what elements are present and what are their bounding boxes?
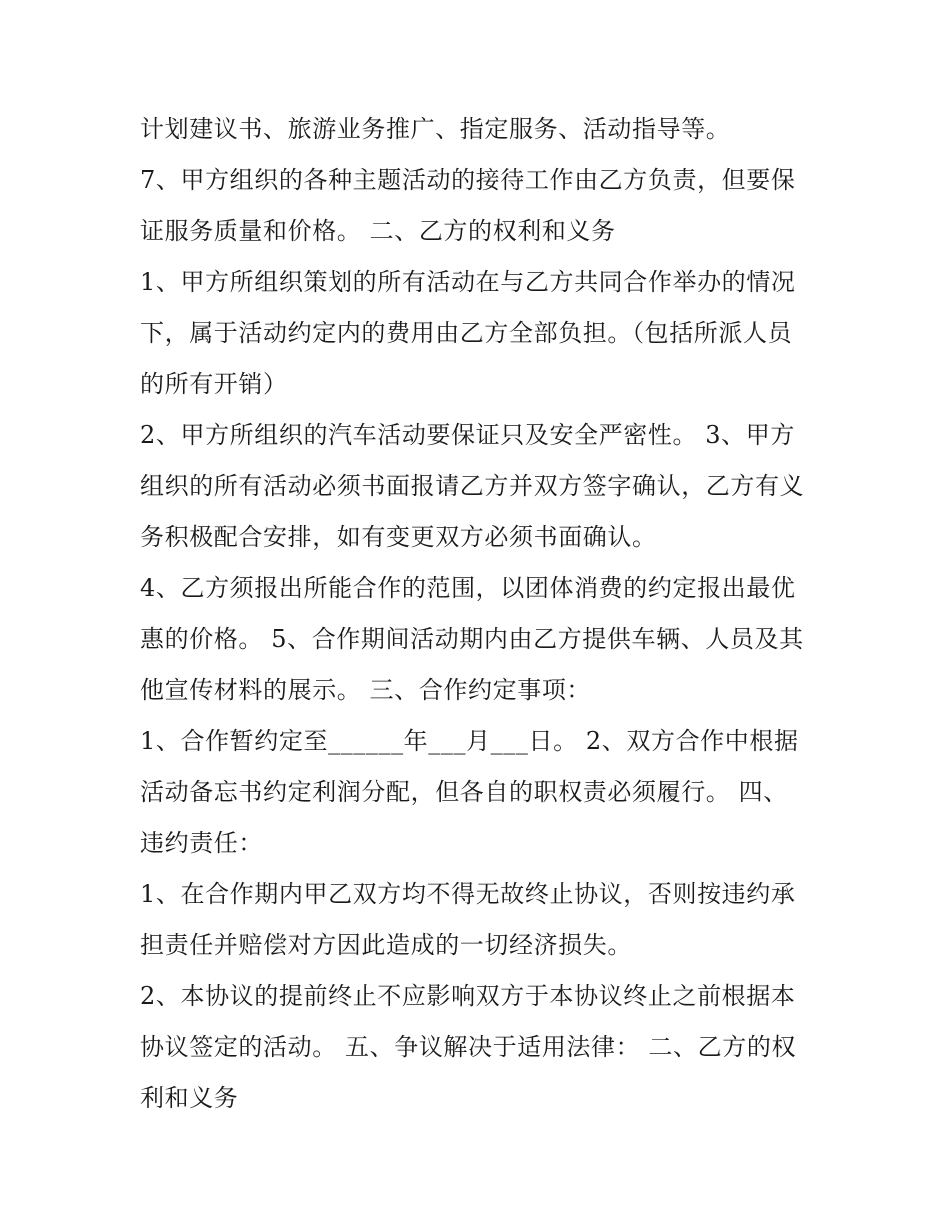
text-line: 违约责任：	[140, 829, 263, 857]
text-line: 下，属于活动约定内的费用由乙方全部负担。（包括所派人员	[140, 319, 793, 347]
text-line: 利和义务	[140, 1084, 239, 1112]
text-line: 的所有开销）	[140, 370, 288, 398]
text-line: 担责任并赔偿对方因此造成的一切经济损失。	[140, 931, 632, 959]
text-line: 7、甲方组织的各种主题活动的接待工作由乙方负责，但要保	[140, 166, 796, 194]
text-line: 计划建议书、旅游业务推广、指定服务、活动指导等。	[140, 115, 731, 143]
document-body	[140, 104, 820, 1124]
text-line: 1、在合作期内甲乙双方均不得无故终止协议，否则按违约承	[140, 880, 796, 908]
text-line: 协议签定的活动。 五、争议解决于适用法律： 二、乙方的权	[140, 1033, 797, 1061]
text-line: 组织的所有活动必须书面报请乙方并双方签字确认，乙方有义	[140, 472, 805, 500]
text-line: 惠的价格。 5、合作期间活动期内由乙方提供车辆、人员及其	[140, 625, 804, 653]
text-line: 2、甲方所组织的汽车活动要保证只及安全严密性。 3、甲方	[140, 421, 795, 449]
text-line: 2、本协议的提前终止不应影响双方于本协议终止之前根据本	[140, 982, 796, 1010]
text-line: 务积极配合安排，如有变更双方必须书面确认。	[140, 523, 657, 551]
text-line: 1、合作暂约定至______年___月___日。 2、双方合作中根据	[140, 727, 799, 755]
text-line: 他宣传材料的展示。 三、合作约定事项：	[140, 676, 592, 704]
text-line: 1、甲方所组织策划的所有活动在与乙方共同合作举办的情况	[140, 268, 796, 296]
text-line: 证服务质量和价格。 二、乙方的权利和义务	[140, 217, 616, 245]
text-line: 活动备忘书约定利润分配，但各自的职权责必须履行。 四、	[140, 778, 788, 806]
text-line: 4、乙方须报出所能合作的范围，以团体消费的约定报出最优	[140, 574, 796, 602]
